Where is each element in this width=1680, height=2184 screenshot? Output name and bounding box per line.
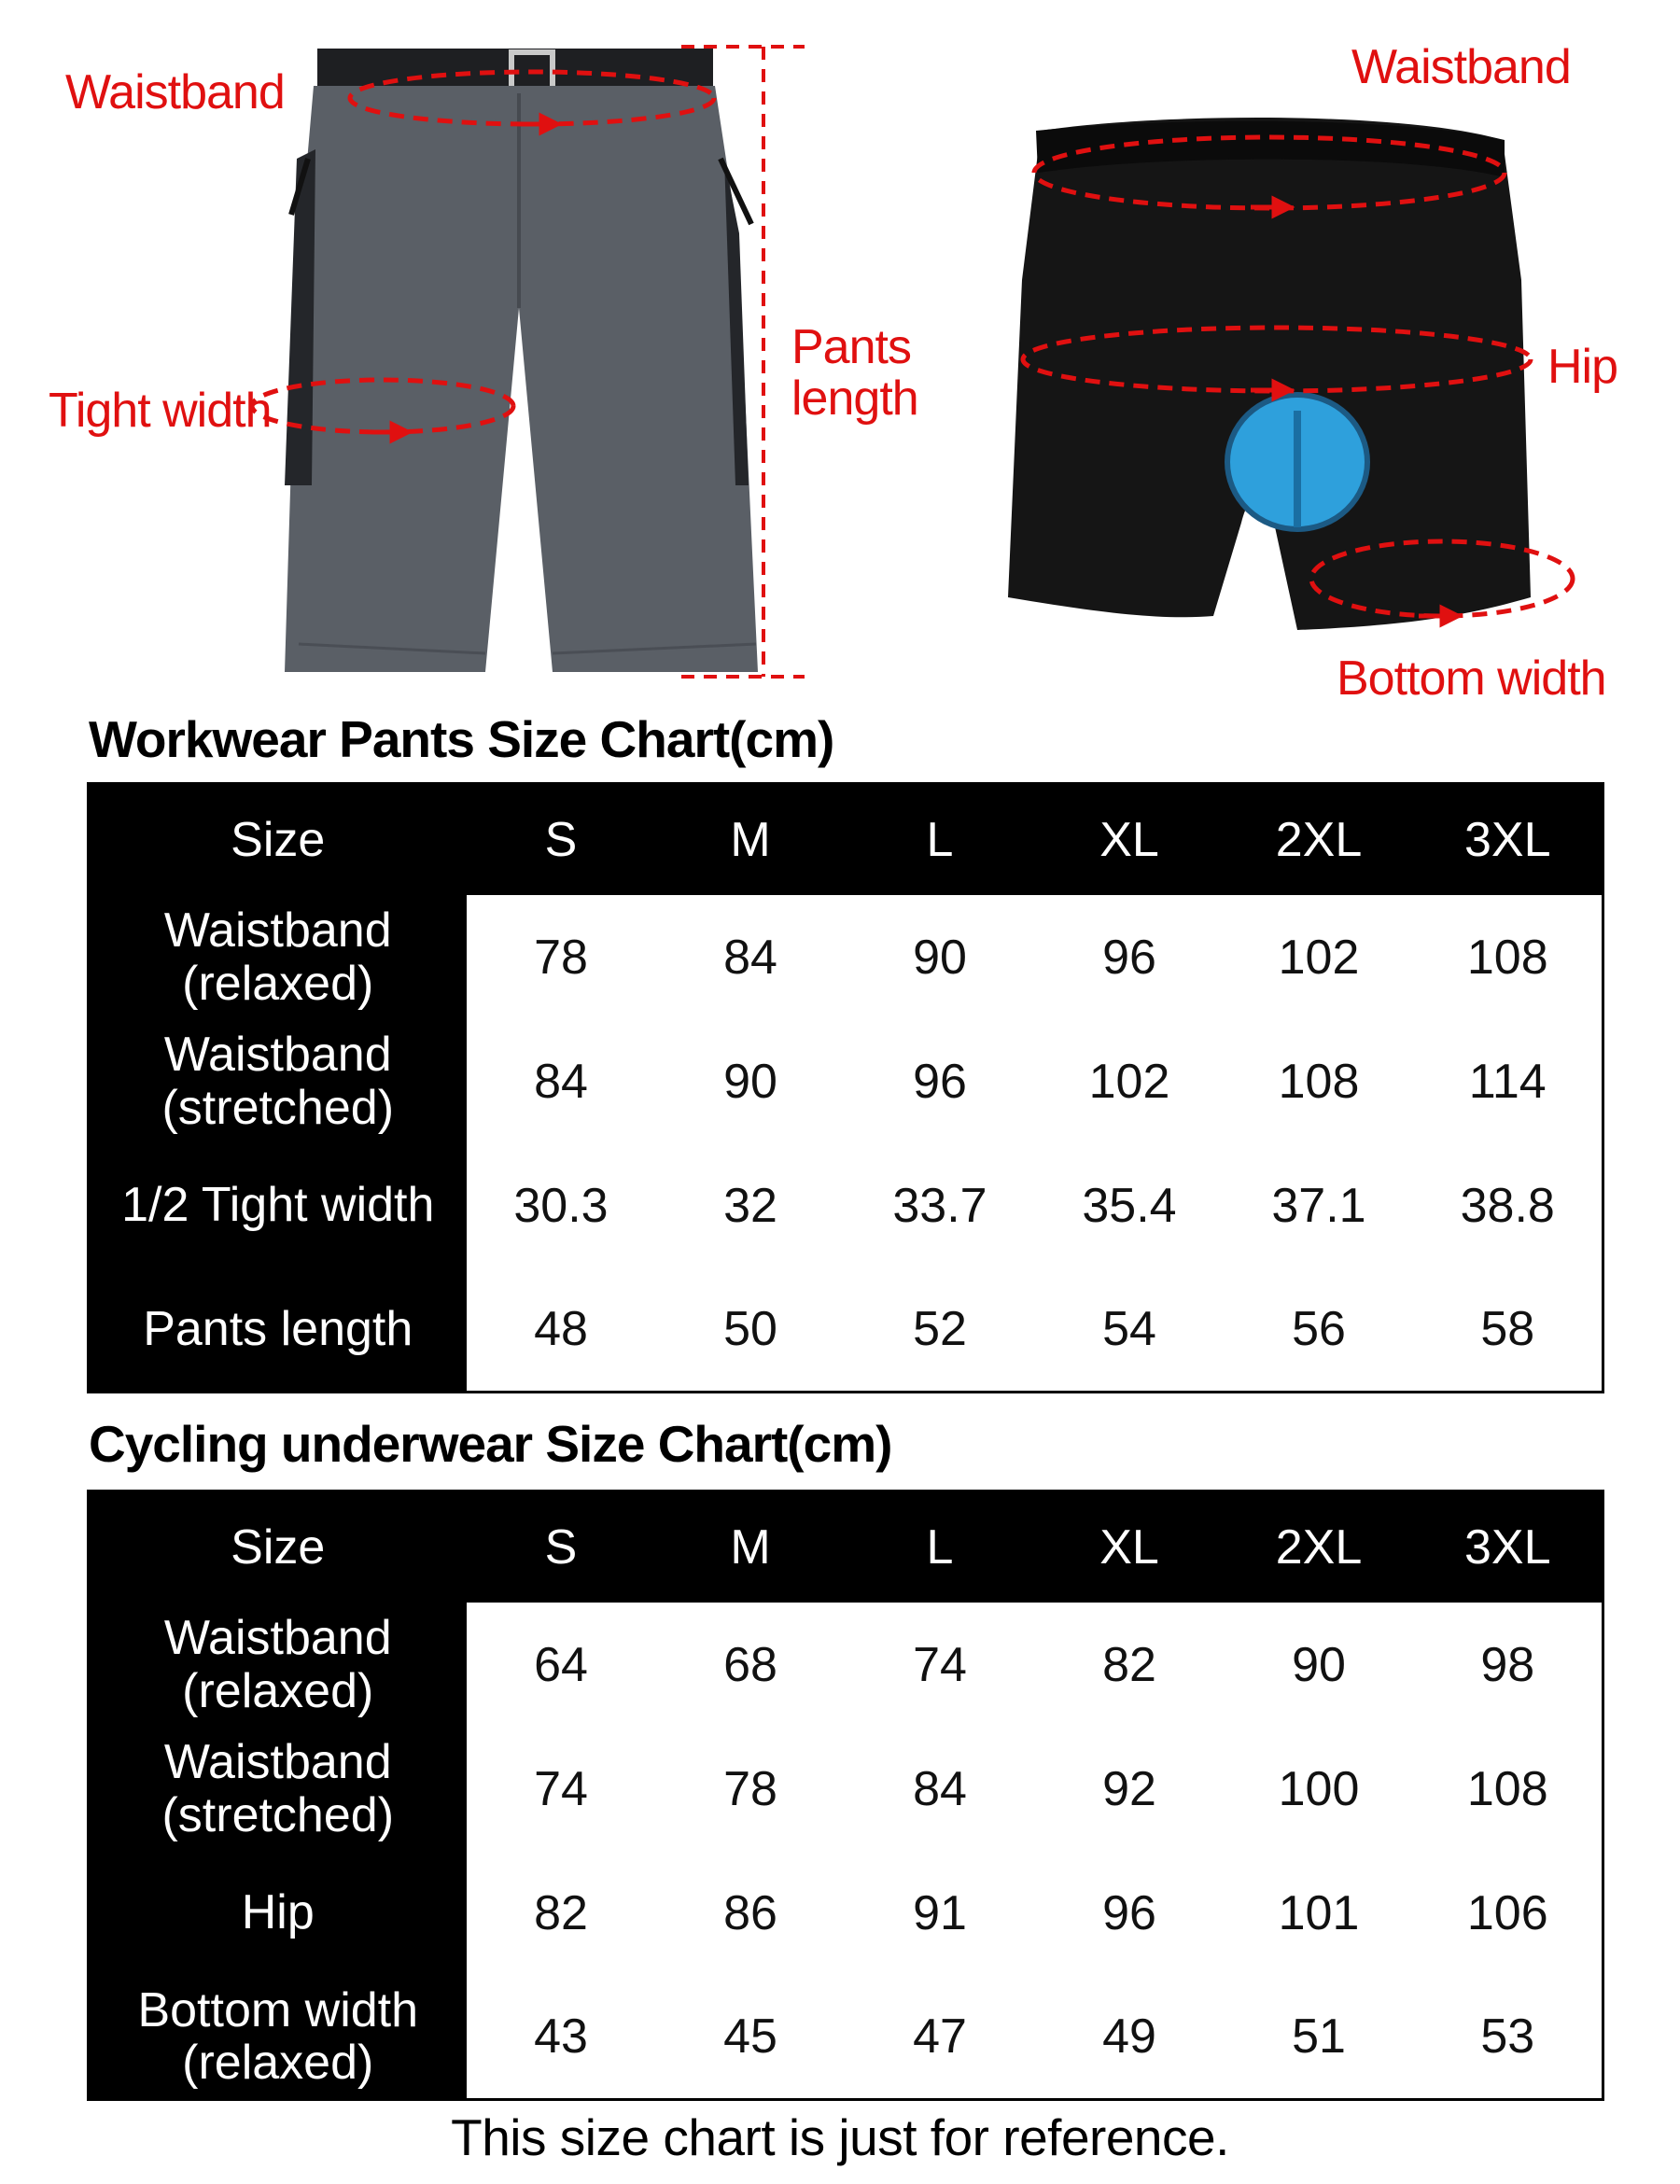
table-cell: 64 [467,1603,656,1727]
table-cell: 91 [846,1851,1035,1975]
table-header-row [89,1491,1603,1603]
row-label: Hip [89,1851,467,1975]
table-cell: 48 [467,1267,656,1392]
table-cell: 100 [1225,1727,1414,1851]
row-label: Pants length [89,1267,467,1392]
header-cell: L [846,784,1035,896]
header-cell: S [467,784,656,896]
row-label: Waistband (relaxed) [89,895,467,1019]
table-cell: 98 [1414,1603,1603,1727]
table-cell: 84 [656,895,846,1019]
underwear-waistband-label: Waistband [1351,40,1571,94]
table-cell: 96 [1035,895,1225,1019]
table-cell: 74 [467,1727,656,1851]
table-cell: 32 [656,1143,846,1267]
row-label: Waistband (relaxed) [89,1603,467,1727]
table-cell: 78 [467,895,656,1019]
table-cell: 51 [1225,1975,1414,2099]
underwear-size-table [87,1490,1604,2101]
table-row [89,1727,1603,1851]
table-cell: 33.7 [846,1143,1035,1267]
cycling-underwear-illustration [980,0,1633,709]
header-cell: 3XL [1414,784,1603,896]
table-cell: 35.4 [1035,1143,1225,1267]
row-label: 1/2 Tight width [89,1143,467,1267]
underwear-bottom-width-label: Bottom width [1337,651,1606,706]
header-cell: 3XL [1414,1491,1603,1603]
workwear-chart-title: Workwear Pants Size Chart(cm) [89,710,834,768]
table-cell: 106 [1414,1851,1603,1975]
table-row [89,895,1603,1019]
table-cell: 86 [656,1851,846,1975]
table-cell: 101 [1225,1851,1414,1975]
table-row [89,1603,1603,1727]
table-cell: 50 [656,1267,846,1392]
header-cell: M [656,1491,846,1603]
table-cell: 56 [1225,1267,1414,1392]
underwear-hip-label: Hip [1547,340,1618,394]
table-cell: 58 [1414,1267,1603,1392]
header-cell: M [656,784,846,896]
header-cell: Size [89,1491,467,1603]
workwear-size-table [87,782,1604,1393]
table-cell: 54 [1035,1267,1225,1392]
header-cell: XL [1035,1491,1225,1603]
table-cell: 108 [1414,895,1603,1019]
table-row [89,1267,1603,1392]
table-cell: 49 [1035,1975,1225,2099]
table-cell: 84 [846,1727,1035,1851]
header-cell: S [467,1491,656,1603]
header-cell: Size [89,784,467,896]
workwear-pants-length-label: Pants length [791,320,918,426]
row-label: Bottom width (relaxed) [89,1975,467,2099]
table-cell: 102 [1035,1019,1225,1143]
table-cell: 108 [1225,1019,1414,1143]
table-cell: 96 [1035,1851,1225,1975]
table-cell: 30.3 [467,1143,656,1267]
table-cell: 90 [846,895,1035,1019]
reference-footnote: This size chart is just for reference. [451,2108,1229,2166]
table-row [89,1019,1603,1143]
header-cell: XL [1035,784,1225,896]
table-cell: 90 [656,1019,846,1143]
table-cell: 53 [1414,1975,1603,2099]
table-cell: 90 [1225,1603,1414,1727]
row-label: Waistband (stretched) [89,1019,467,1143]
row-label: Waistband (stretched) [89,1727,467,1851]
header-cell: 2XL [1225,784,1414,896]
table-row [89,1851,1603,1975]
header-cell: L [846,1491,1035,1603]
table-row [89,1975,1603,2099]
table-cell: 37.1 [1225,1143,1414,1267]
table-cell: 68 [656,1603,846,1727]
workwear-tight-width-label: Tight width [49,384,272,438]
table-cell: 43 [467,1975,656,2099]
table-cell: 38.8 [1414,1143,1603,1267]
table-cell: 108 [1414,1727,1603,1851]
table-cell: 52 [846,1267,1035,1392]
table-row [89,1143,1603,1267]
table-cell: 82 [467,1851,656,1975]
table-cell: 45 [656,1975,846,2099]
underwear-chart-title: Cycling underwear Size Chart(cm) [89,1415,892,1473]
table-header-row [89,784,1603,896]
table-cell: 82 [1035,1603,1225,1727]
table-cell: 92 [1035,1727,1225,1851]
table-cell: 96 [846,1019,1035,1143]
header-cell: 2XL [1225,1491,1414,1603]
table-cell: 78 [656,1727,846,1851]
table-cell: 74 [846,1603,1035,1727]
workwear-waistband-label: Waistband [65,65,285,119]
table-cell: 102 [1225,895,1414,1019]
table-cell: 84 [467,1019,656,1143]
table-cell: 47 [846,1975,1035,2099]
table-cell: 114 [1414,1019,1603,1143]
